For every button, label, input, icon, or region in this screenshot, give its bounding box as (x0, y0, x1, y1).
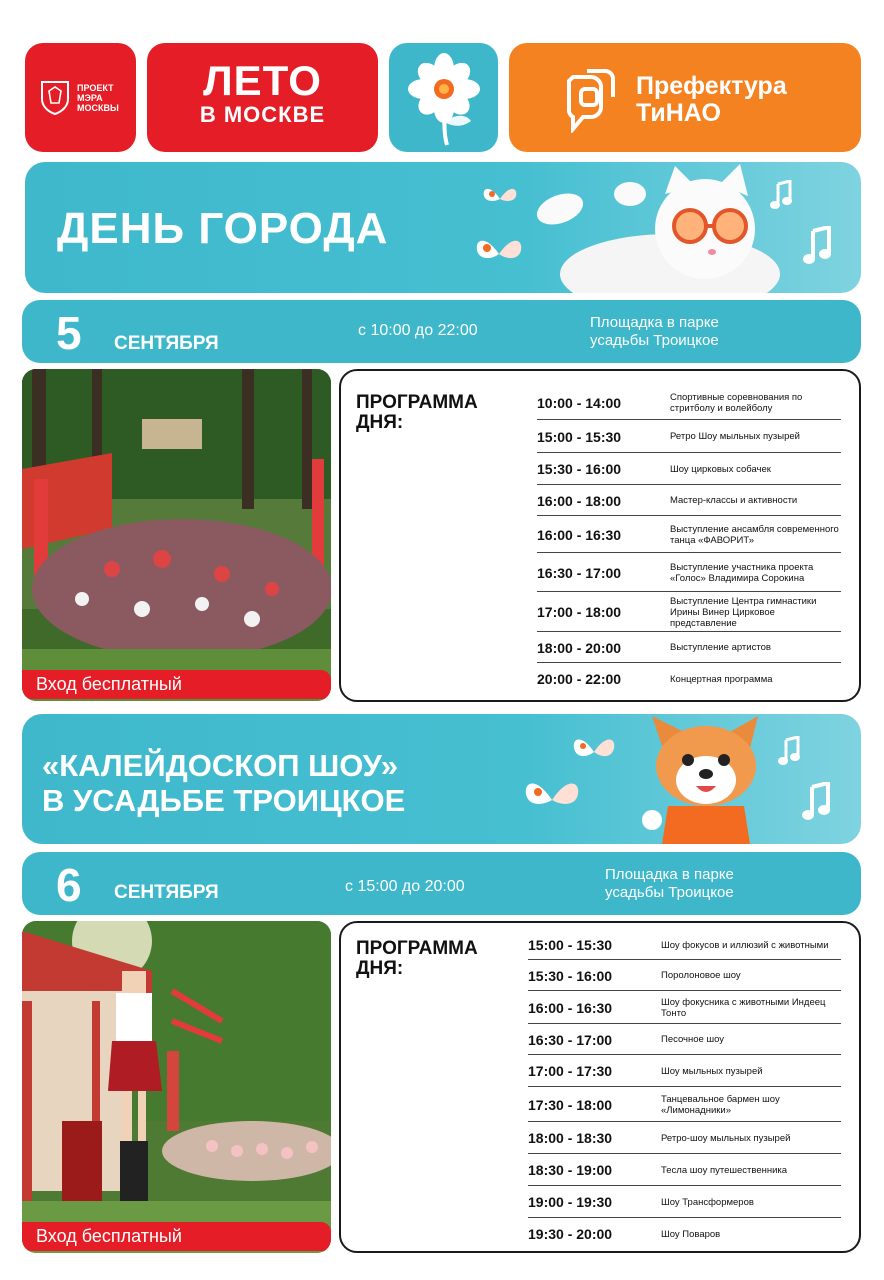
mayor-project-text-1: ПРОЕКТ (77, 83, 114, 93)
prefecture-subtitle: ТиНАО (636, 99, 721, 127)
schedule-event: Выступление артистов (670, 642, 771, 653)
schedule-event: Выступление участника проекта «Голос» Владимира Сорокина (670, 561, 814, 584)
schedule-time: 15:30 - 16:00 (528, 967, 613, 984)
schedule-time: 17:30 - 18:00 (528, 1096, 613, 1113)
schedule-event: Шоу Трансформеров (661, 1196, 754, 1208)
schedule-time: 18:00 - 18:30 (528, 1130, 613, 1146)
event1-time: с 10:00 до 22:00 (358, 322, 478, 339)
prefecture-logo-box (509, 43, 861, 152)
event2-program-title: ПРОГРАММА (356, 938, 478, 959)
schedule-row (537, 421, 841, 453)
schedule-row (528, 992, 841, 1024)
corgi-mascot-icon (622, 716, 792, 844)
event2-time: с 15:00 до 20:00 (345, 878, 465, 895)
schedule-time: 16:30 - 17:00 (537, 564, 622, 581)
schedule-row (528, 1088, 841, 1122)
schedule-time: 16:30 - 17:00 (528, 1031, 613, 1048)
schedule-event: Концертная программа (670, 673, 773, 685)
schedule-event: Шоу фокусов и иллюзий с животными (661, 939, 829, 951)
schedule-time: 18:00 - 20:00 (537, 639, 622, 656)
schedule-time: 16:00 - 16:30 (537, 526, 622, 543)
schedule-time: 15:00 - 15:30 (537, 428, 622, 445)
butterfly-icon (522, 774, 582, 826)
event2-title-line1: «КАЛЕЙДОСКОП ШОУ» (42, 748, 398, 783)
schedule-row (537, 454, 841, 485)
event1-program-subtitle: ДНЯ: (356, 412, 404, 433)
schedule-event: Ретро-шоу мыльных пузырей (661, 1132, 791, 1144)
event2-program-subtitle: ДНЯ: (356, 958, 404, 979)
v-moskve-title: В МОСКВЕ (199, 102, 326, 127)
schedule-row (528, 1056, 841, 1087)
event2-day: 6 (56, 859, 82, 911)
event1-month: СЕНТЯБРЯ (114, 333, 219, 354)
schedule-row (537, 517, 841, 553)
schedule-time: 17:00 - 18:00 (537, 604, 622, 620)
schedule-event: Поролоновое шоу (661, 970, 741, 981)
event2-program-box (339, 921, 861, 1253)
schedule-row (537, 486, 841, 516)
schedule-time: 16:00 - 16:30 (528, 999, 613, 1016)
event2-banner (22, 714, 861, 844)
butterfly-icon (473, 232, 525, 276)
butterfly-icon (480, 182, 520, 216)
schedule-row (528, 931, 841, 960)
event1-place-line2: усадьбы Троицкое (590, 332, 719, 349)
event2-free-entry: Вход бесплатный (22, 1222, 331, 1251)
prefecture-title: Префектура (636, 72, 787, 100)
mayor-project-logo-box (25, 43, 136, 152)
schedule-time: 18:30 - 19:00 (528, 1162, 613, 1178)
schedule-time: 17:00 - 17:30 (528, 1063, 613, 1079)
schedule-row (528, 961, 841, 991)
event2-date-bar (22, 852, 861, 915)
schedule-time: 20:00 - 22:00 (537, 671, 622, 687)
schedule-event: Выступление Центра гимнастики Ирины Винер Цирковое представление (670, 595, 817, 629)
schedule-event: Мастер-классы и активности (670, 495, 798, 506)
mayor-project-text-3: МОСКВЫ (77, 103, 119, 113)
event1-banner (25, 162, 861, 293)
schedule-time: 19:30 - 20:00 (528, 1226, 613, 1242)
event2-place-line2: усадьбы Троицкое (605, 884, 734, 901)
butterfly-icon (570, 732, 618, 772)
schedule-event: Шоу фокусника с животными Индеец Тонто (661, 996, 826, 1019)
event1-title: ДЕНЬ ГОРОДА (57, 204, 389, 253)
schedule-event: Выступление ансамбля современного танца «ФАВОРИТ» (670, 523, 839, 546)
leto-title: ЛЕТО (203, 57, 322, 104)
schedule-row (537, 633, 841, 663)
cat-mascot-icon (530, 164, 800, 293)
event1-date-bar (22, 300, 861, 363)
event1-program-title: ПРОГРАММА (356, 392, 478, 413)
flower-logo-box (389, 43, 498, 152)
flower-icon (405, 51, 483, 146)
mayor-project-text-2: МЭРА (77, 93, 103, 103)
prefecture-logo-icon (565, 67, 617, 133)
schedule-event: Шоу Поваров (661, 1228, 721, 1240)
event1-photo (22, 369, 331, 701)
leto-v-moskve-logo-box (147, 43, 378, 152)
schedule-row (528, 1187, 841, 1218)
schedule-row (537, 387, 841, 420)
event2-place-line1: Площадка в парке (605, 866, 734, 883)
schedule-row (528, 1155, 841, 1186)
schedule-event: Спортивные соревнования по стритболу и волейболу (670, 392, 803, 414)
music-note-icon (802, 782, 830, 822)
schedule-event: Шоу мыльных пузырей (661, 1065, 763, 1077)
event2-month: СЕНТЯБРЯ (114, 882, 219, 903)
moscow-crest-icon (39, 79, 71, 115)
schedule-event: Тесла шоу путешественника (661, 1164, 788, 1176)
schedule-row (528, 1025, 841, 1055)
music-note-icon (778, 736, 800, 766)
schedule-row (537, 664, 841, 694)
schedule-time: 16:00 - 18:00 (537, 492, 622, 509)
schedule-row (537, 554, 841, 592)
event1-free-entry: Вход бесплатный (22, 670, 331, 699)
schedule-time: 15:00 - 15:30 (528, 937, 613, 953)
schedule-row (528, 1123, 841, 1154)
schedule-time: 15:30 - 16:00 (537, 461, 622, 477)
schedule-event: Танцевальное бармен шоу «Лимонадники» (661, 1093, 780, 1116)
schedule-row (537, 593, 841, 632)
event2-title-line2: В УСАДЬБЕ ТРОИЦКОЕ (42, 783, 406, 818)
schedule-event: Шоу цирковых собачек (670, 463, 771, 475)
event1-place-line1: Площадка в парке (590, 314, 719, 331)
schedule-time: 10:00 - 14:00 (537, 395, 622, 411)
event1-day: 5 (56, 307, 82, 359)
music-note-icon (803, 226, 831, 266)
event1-program-box (339, 369, 861, 702)
schedule-row (528, 1219, 841, 1249)
schedule-event: Ретро Шоу мыльных пузырей (670, 431, 800, 442)
music-note-icon (770, 180, 792, 210)
event2-photo (22, 921, 331, 1253)
schedule-event: Песочное шоу (661, 1034, 724, 1045)
schedule-time: 19:00 - 19:30 (528, 1194, 613, 1210)
